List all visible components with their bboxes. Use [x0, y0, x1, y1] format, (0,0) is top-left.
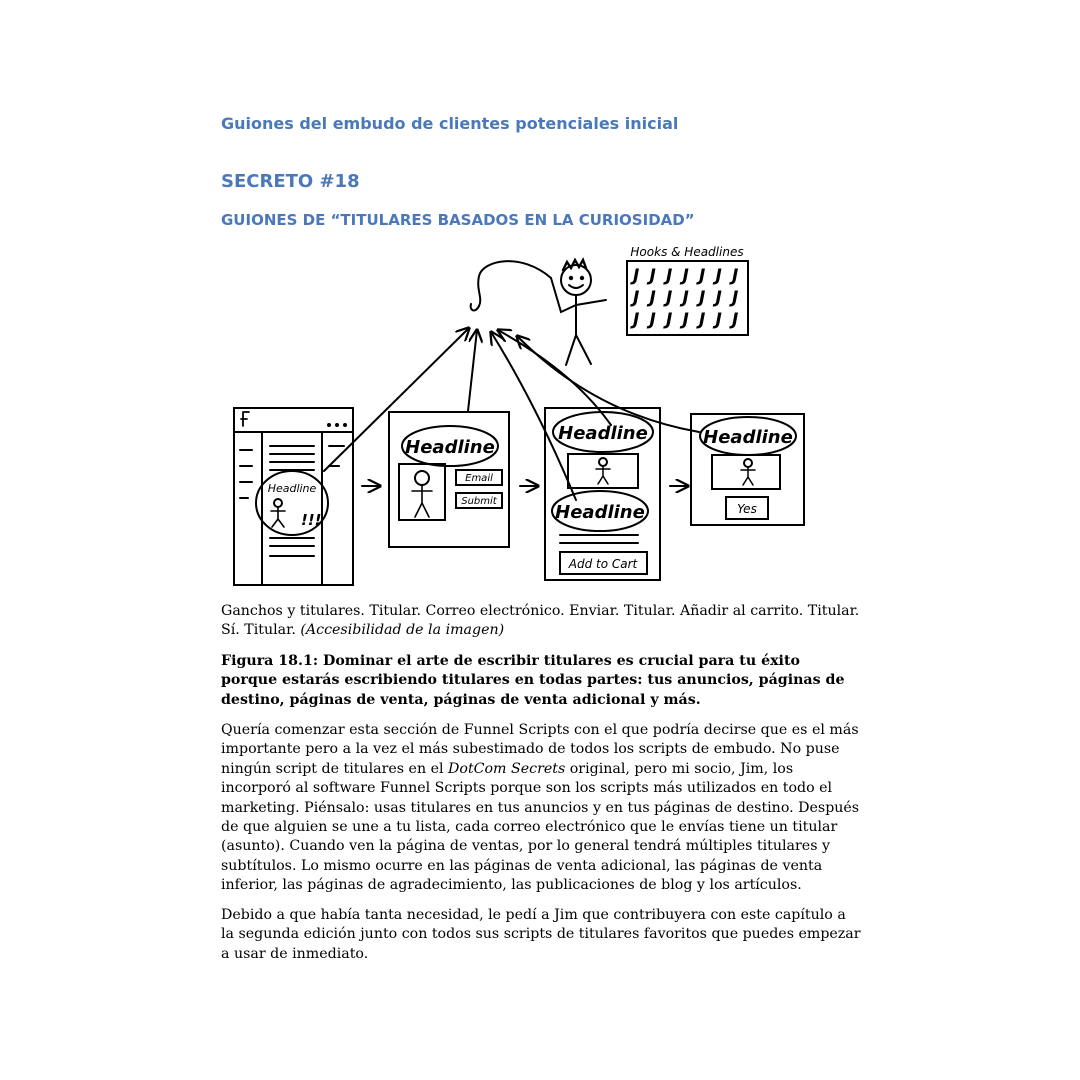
hook-icon: J [682, 288, 689, 308]
hook-icon: J [715, 310, 722, 330]
paragraph-1-start: Quería comenzar esta sección de Funnel Scripts con el que podría decirse que es el más importante pero a la vez el más subestimado de todos los scripts de embudo. No puse ningún script de titulares en el [221, 722, 859, 777]
paragraph-1 [221, 721, 861, 896]
secret-number-heading: SECRETO #18 [221, 171, 360, 192]
caption-text: Ganchos y titulares. Titular. Correo electrónico. Enviar. Titular. Añadir al carrito. Titular. Sí. Titular. [221, 603, 860, 639]
hook-icon: J [699, 266, 706, 286]
hook-icon: J [633, 310, 640, 330]
hook-icon: J [633, 288, 640, 308]
chapter-heading: Guiones del embudo de clientes potenciales inicial [221, 114, 679, 133]
secret-title-heading: GUIONES DE “TITULARES BASADOS EN LA CURIOSIDAD” [221, 211, 695, 229]
sales-headline-1-text: Headline [558, 423, 648, 444]
arrow-sales2-to-hook [491, 332, 576, 500]
hook-icon: J [666, 288, 673, 308]
hook-icon: J [715, 266, 722, 286]
landing-headline-text: Headline [405, 437, 495, 458]
arrow-landing-to-hook [468, 330, 477, 411]
board-title: Hooks & Headlines [630, 245, 744, 259]
hook-icon: J [715, 288, 722, 308]
hook-icon: J [732, 266, 739, 286]
hook-icon: J [649, 266, 656, 286]
arrow-sales1-to-hook [498, 330, 611, 425]
hook-icon: J [732, 288, 739, 308]
hook-icon: J [732, 310, 739, 330]
hook-icon: J [666, 310, 673, 330]
figure-caption [221, 602, 861, 641]
ad-exclaim-text: !!! [301, 511, 322, 529]
hook-icon: J [649, 310, 656, 330]
ad-headline-text: Headline [267, 482, 317, 495]
add-to-cart-button: Add to Cart [568, 557, 638, 571]
social-ad-panel [234, 408, 353, 585]
fishing-hook-icon [471, 304, 479, 310]
fisherman-stick-figure [551, 260, 606, 365]
hook-icons-grid [630, 266, 738, 330]
hook-icon: J [666, 266, 673, 286]
fishing-line [478, 261, 551, 306]
hook-icon: J [682, 266, 689, 286]
paragraph-1-end: original, pero mi socio, Jim, los incorporó al software Funnel Scripts porque son los scripts más utilizados en todo el marketing. Piénsalo: usas titulares en tus anuncios y en tus páginas de destino. Después de que alguien se une a tu lista, cada correo electrónico que le envías tiene un titular (asunto). Cuando ven la página de ventas, por lo general tendrá múltiples titulares y subtítulos. Lo mismo ocurre en las páginas de venta adicional, las páginas de venta inferior, las páginas de agradecimiento, las publicaciones de blog y los artículos. [221, 760, 860, 894]
hook-icon: J [649, 288, 656, 308]
paragraph-2: Debido a que había tanta necesidad, le pedí a Jim que contribuyera con este capítulo a la segunda edición junto con todos sus scripts de titulares favoritos que puedes empezar a usar de inmediato. [221, 907, 861, 962]
landing-submit-button: Submit [461, 496, 497, 507]
book-title-italic: DotCom Secrets [448, 760, 566, 777]
figure-title: Figura 18.1: Dominar el arte de escribir titulares es crucial para tu éxito porque estarás escribiendo titulares en todas partes: tus anuncios, páginas de destino, páginas de venta, páginas de venta adicional y más. [221, 653, 845, 708]
hook-icon: J [682, 310, 689, 330]
yes-button: Yes [737, 502, 757, 516]
funnel-headlines-illustration [221, 240, 821, 590]
image-accessibility-link[interactable]: (Accesibilidad de la imagen) [300, 622, 505, 639]
landing-email-field: Email [465, 473, 493, 484]
hook-icon: J [633, 266, 640, 286]
hook-icon: J [699, 310, 706, 330]
upsell-headline-text: Headline [703, 427, 793, 448]
hook-icon: J [699, 288, 706, 308]
sales-headline-2-text: Headline [555, 502, 645, 523]
